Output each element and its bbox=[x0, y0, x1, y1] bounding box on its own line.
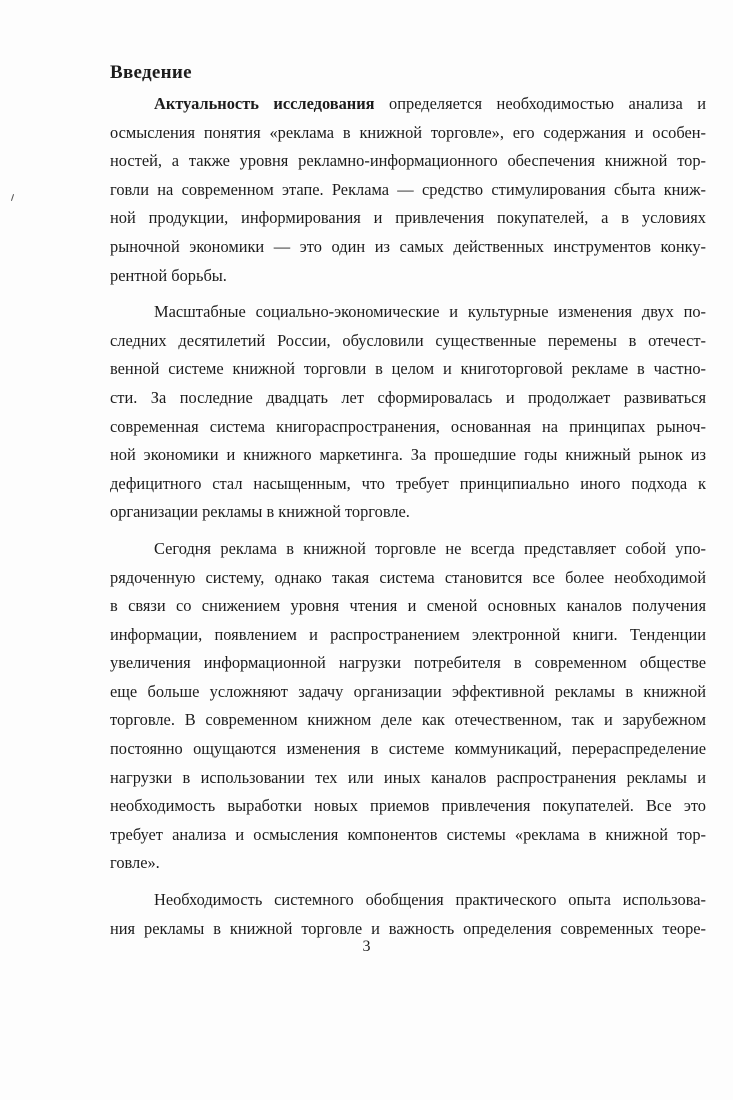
text-line: постоянно ощущаются изменения в системе коммуникаций, перераспределение bbox=[110, 739, 706, 759]
text-line: необходимость выработки новых приемов привлечения покупателей. Все это bbox=[110, 796, 706, 816]
text-line bbox=[110, 90, 706, 119]
text-line: Сегодня реклама в книжной торговле не всегда представляет собой упо- bbox=[154, 538, 706, 558]
text-line: рыночной экономики — это один из самых действенных инструментов конку- bbox=[110, 236, 706, 256]
text-line: следних десятилетий России, обусловили существенные перемены в отечест- bbox=[110, 330, 706, 350]
text-line: ной продукции, информирования и привлечения покупателей, а в условиях bbox=[110, 208, 706, 228]
text-line: ния рекламы в книжной торговле и важность определения современных теоре- bbox=[110, 918, 706, 938]
paragraph-1 bbox=[110, 90, 706, 290]
paragraph-2 bbox=[110, 298, 706, 527]
text-line: информации, появлением и распространением электронной книги. Тенденции bbox=[110, 624, 706, 644]
text-line: осмысления понятия «реклама в книжной торговле», его содержания и особен- bbox=[110, 122, 706, 142]
text-line: торговле. В современном книжном деле как отечественном, так и зарубежном bbox=[110, 710, 706, 730]
text-line: говле». bbox=[110, 853, 160, 873]
text-line: дефицитного стал насыщенным, что требует принципиально иного подхода к bbox=[110, 473, 706, 493]
text-line: венной системе книжной торговли в целом и книготорговой рекламе в частно- bbox=[110, 359, 706, 379]
lead-phrase: Актуальность исследования bbox=[154, 94, 375, 113]
text-line: рентной борьбы. bbox=[110, 265, 227, 285]
text-line: увеличения информационной нагрузки потребителя в современном обществе bbox=[110, 653, 706, 673]
text-line: ностей, а также уровня рекламно-информационного обеспечения книжной тор- bbox=[110, 151, 706, 171]
body-text bbox=[110, 90, 706, 943]
page-number: 3 bbox=[362, 938, 371, 955]
text-line: сти. За последние двадцать лет сформировалась и продолжает развиваться bbox=[110, 387, 706, 407]
paragraph-3 bbox=[110, 535, 706, 878]
text-segment: определяется необходимостью анализа и bbox=[374, 94, 706, 113]
text-line: нагрузки в использовании тех или иных каналов распространения рекламы и bbox=[110, 767, 706, 787]
margin-mark bbox=[11, 194, 14, 201]
text-line: организации рекламы в книжной торговле. bbox=[110, 502, 410, 522]
text-line: Необходимость системного обобщения практического опыта использова- bbox=[154, 890, 706, 910]
text-line: Масштабные социально-экономические и культурные изменения двух по- bbox=[154, 302, 706, 322]
section-heading: Введение bbox=[110, 62, 192, 83]
paragraph-4 bbox=[110, 886, 706, 943]
text-line: современная система книгораспространения, основанная на принципах рыноч- bbox=[110, 416, 706, 436]
text-line: рядоченную систему, однако такая система становится все более необходимой bbox=[110, 567, 706, 587]
text-line: требует анализа и осмысления компонентов системы «реклама в книжной тор- bbox=[110, 824, 706, 844]
text-line: еще больше усложняют задачу организации эффективной рекламы в книжной bbox=[110, 681, 706, 701]
text-line: говли на современном этапе. Реклама — средство стимулирования сбыта книж- bbox=[110, 179, 706, 199]
text-line: в связи со снижением уровня чтения и сменой основных каналов получения bbox=[110, 596, 706, 616]
text-line: ной экономики и книжного маркетинга. За прошедшие годы книжный рынок из bbox=[110, 445, 706, 465]
